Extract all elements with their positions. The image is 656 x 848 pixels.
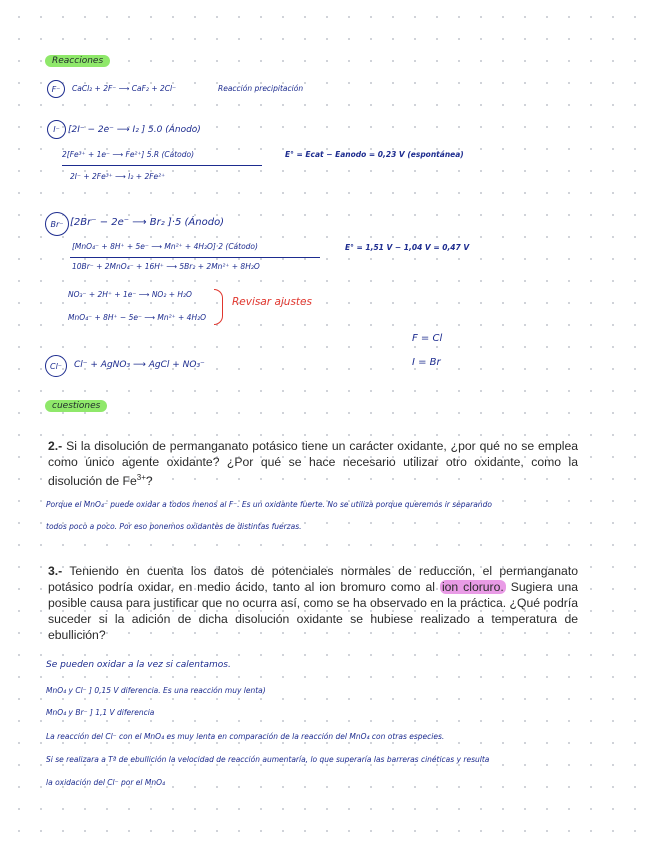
bromide-extra-brace [214,289,223,325]
question-2-answer-line2: todos poco a poco. Por eso ponemos oxidantes de distintas fuerzas. [46,522,302,531]
question-2-superscript: 3+ [136,473,146,482]
question-3-answer-6: la oxidación del Cl⁻ por el MnO₄ [46,778,166,787]
question-2-number: 2.- [48,439,63,453]
question-2-body: Si la disolución de permanganato potásico tiene un carácter oxidante, ¿por qué no se emplea como único agente oxidante? ¿Por qué se hace necesario utilizar otro oxidante, como la disolución de Fe [48,439,579,489]
fluoride-circle [47,80,65,98]
bromide-potential: E° = 1,51 V − 1,04 V = 0,47 V [345,243,470,252]
iodide-potential: E° = Ecat − Eanodo = 0,23 V (espontánea) [285,150,464,159]
bromide-line2: [MnO₄⁻ + 8H⁺ + 5e⁻ ⟶ Mn²⁺ + 4H₂O]·2 (Cátodo) [72,242,258,251]
iodide-line2: 2[Fe³⁺ + 1e⁻ ⟶ Fe²⁺] 5.R (Cátodo) [62,150,195,159]
question-2-end: ? [145,474,153,489]
section-heading-cuestiones: cuestiones [45,400,107,412]
question-3-answer-3: MnO₄ y Br⁻ ] 1,1 V diferencia [46,708,155,717]
bromide-review-note: Revisar ajustes [232,296,312,308]
iodide-sum-line [62,165,262,166]
side-note-f-cl: F = Cl [412,333,443,344]
question-2-text [48,438,578,489]
chloride-equation: Cl⁻ + AgNO₃ ⟶ AgCl + NO₃⁻ [74,360,205,370]
question-3-body: Teniendo en cuenta los datos de potenciales normales de reducción, el permanganato potásico podría oxidar, en medio ácido, tanto al ion bromuro como al [48,564,578,594]
chloride-circle [45,355,67,377]
bromide-ion-label: Br⁻ [50,219,64,229]
fluoride-note: Reacción precipitación [218,84,304,93]
iodide-line3: 2I⁻ + 2Fe³⁺ ⟶ I₂ + 2Fe²⁺ [70,172,166,181]
question-3-text [48,563,578,643]
bromide-line3: 10Br⁻ + 2MnO₄⁻ + 16H⁺ ⟶ 5Br₂ + 2Mn²⁺ + 8H₂O [72,262,260,271]
fluoride-equation: CaCl₂ + 2F⁻ ⟶ CaF₂ + 2Cl⁻ [72,84,177,93]
bromide-line1: [2Br⁻ − 2e⁻ ⟶ Br₂ ]·5 (Ánodo) [70,217,225,228]
side-note-i-br: I = Br [412,357,441,368]
chloride-ion-label: Cl⁻ [49,361,63,371]
section-heading-reacciones: Reacciones [45,55,110,67]
bromide-sum-line [70,257,320,258]
question-2-answer-line1: Porque el MnO₄⁻ puede oxidar a todos menos al F⁻. Es un oxidante fuerte. No se utiliza porque queremos ir separando [46,500,492,509]
fluoride-ion-label: F⁻ [51,84,61,94]
question-3-highlight: ion cloruro. [441,580,504,594]
bromide-circle [45,212,69,236]
question-3-answer-1: Se pueden oxidar a la vez si calentamos. [46,660,231,670]
question-3-answer-4: La reacción del Cl⁻ con el MnO₄ es muy lenta en comparación de la reacción del MnO₄ con otras especies. [46,732,445,741]
iodide-circle [47,120,66,139]
bromide-extra2: MnO₄⁻ + 8H⁺ − 5e⁻ ⟶ Mn²⁺ + 4H₂O [68,313,206,322]
bromide-extra1: NO₃⁻ + 2H⁺ + 1e⁻ ⟶ NO₂ + H₂O [68,290,192,299]
question-3-body-end: Sugiera una posible causa para justificar que no ocurra así, como se ha observado en la práctica. ¿Qué podría suceder si la adición de dicha disolución oxidante se hubiese realizado a temperatura de ebullición? [48,580,579,642]
question-3-number: 3.- [48,564,63,578]
iodide-line1: [2I⁻ − 2e⁻ ⟶ I₂ ] 5.0 (Ánodo) [68,125,201,135]
question-3-answer-5: Si se realizara a Tª de ebullición la velocidad de reacción aumentaría, lo que superaría las barreras cinéticas y resulta [46,755,490,764]
question-3-answer-2: MnO₄ y Cl⁻ ] 0,15 V diferencia. Es una reacción muy lenta) [46,686,266,695]
iodide-ion-label: I⁻ [53,125,60,134]
